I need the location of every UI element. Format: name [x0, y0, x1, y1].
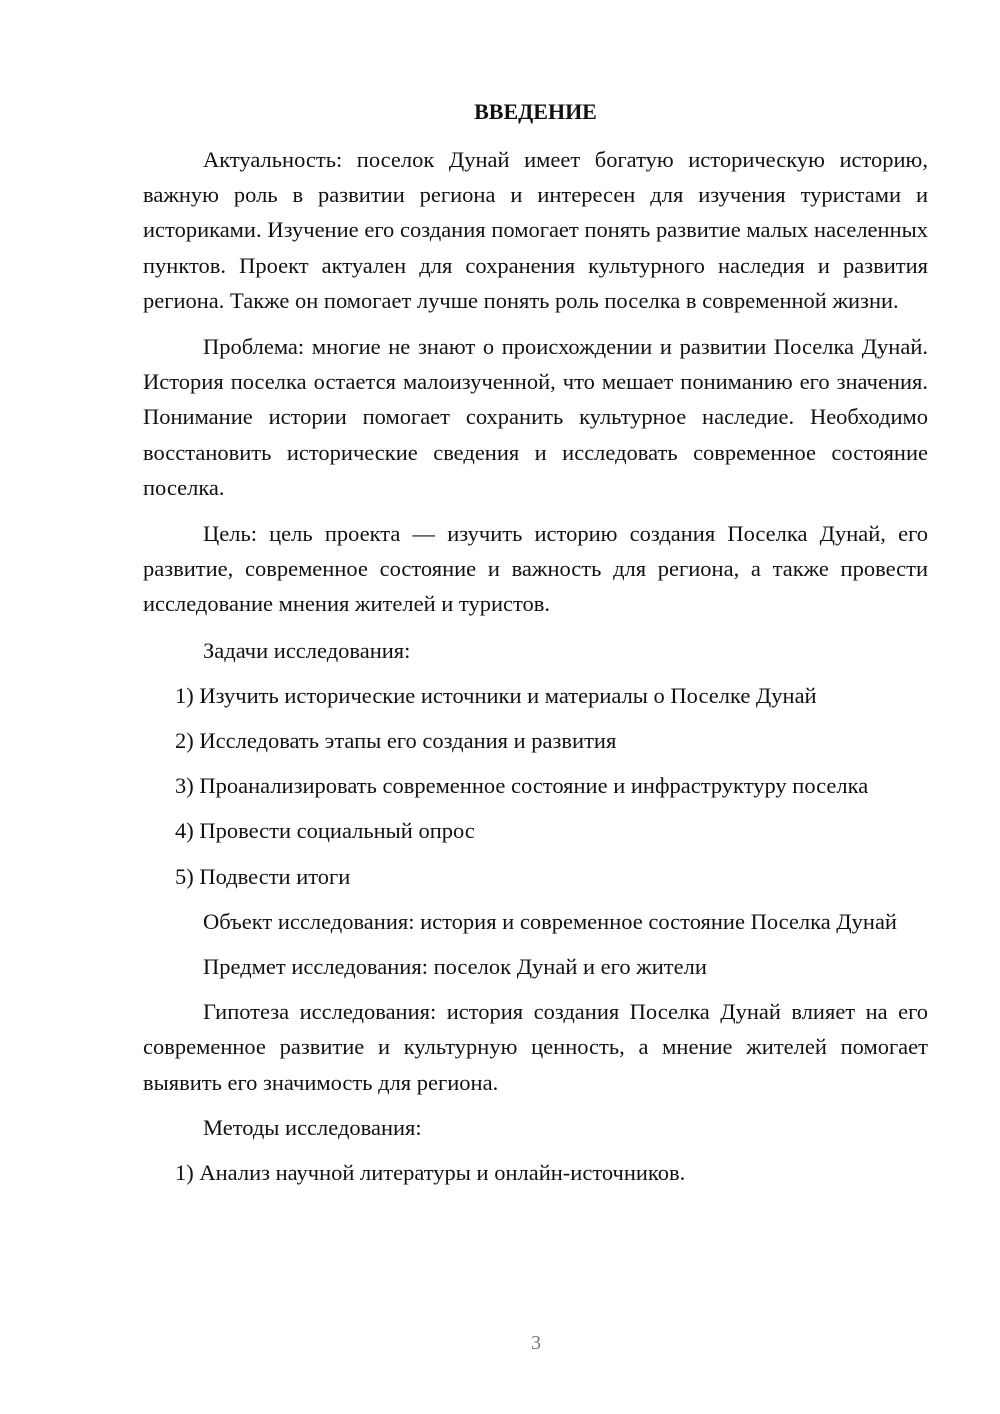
paragraph-goal: Цель: цель проекта — изучить историю создания Поселка Дунай, его развитие, современное состояние и важность для региона, а также провести исследование мнения жителей и туристов.: [143, 521, 928, 617]
list-item-task-5: 5) Подвести итоги: [175, 863, 351, 889]
list-item-task-1: 1) Изучить исторические источники и материалы о Поселке Дунай: [175, 682, 817, 708]
paragraph-object: Объект исследования: история и современное состояние Поселка Дунай: [203, 908, 897, 934]
paragraph-hypothesis: Гипотеза исследования: история создания Поселка Дунай влияет на его современное развитие и культурную ценность, а мнение жителей помогает выявить его значимость для региона.: [143, 999, 928, 1095]
methods-heading: Методы исследования:: [203, 1114, 422, 1140]
page-number: 3: [531, 1332, 541, 1354]
paragraph-problem: Проблема: многие не знают о происхождении и развитии Поселка Дунай. История поселка остается малоизученной, что мешает пониманию его значения. Понимание истории помогает сохранить культурное наследие. Необходимо восстановить исторические сведения и исследовать современное состояние поселка.: [143, 334, 928, 500]
list-item-task-4: 4) Провести социальный опрос: [175, 818, 475, 844]
list-item-task-3: 3) Проанализировать современное состояние и инфраструктуру поселка: [175, 773, 869, 799]
document-body: [143, 94, 928, 1190]
paragraph-relevance: Актуальность: поселок Дунай имеет богатую историческую историю, важную роль в развитии региона и интересен для изучения туристами и историками. Изучение его создания помогает понять развитие малых населенных пунктов. Проект актуален для сохранения культурного наследия и развития региона. Также он помогает лучше понять роль поселка в современной жизни.: [143, 147, 928, 313]
list-item-task-2: 2) Исследовать этапы его создания и развития: [175, 728, 617, 754]
tasks-heading: Задачи исследования:: [203, 637, 411, 663]
list-item-method-1: 1) Анализ научной литературы и онлайн-источников.: [175, 1160, 686, 1186]
paragraph-subject: Предмет исследования: поселок Дунай и его жители: [203, 954, 707, 980]
page-title: ВВЕДЕНИЕ: [474, 99, 597, 124]
